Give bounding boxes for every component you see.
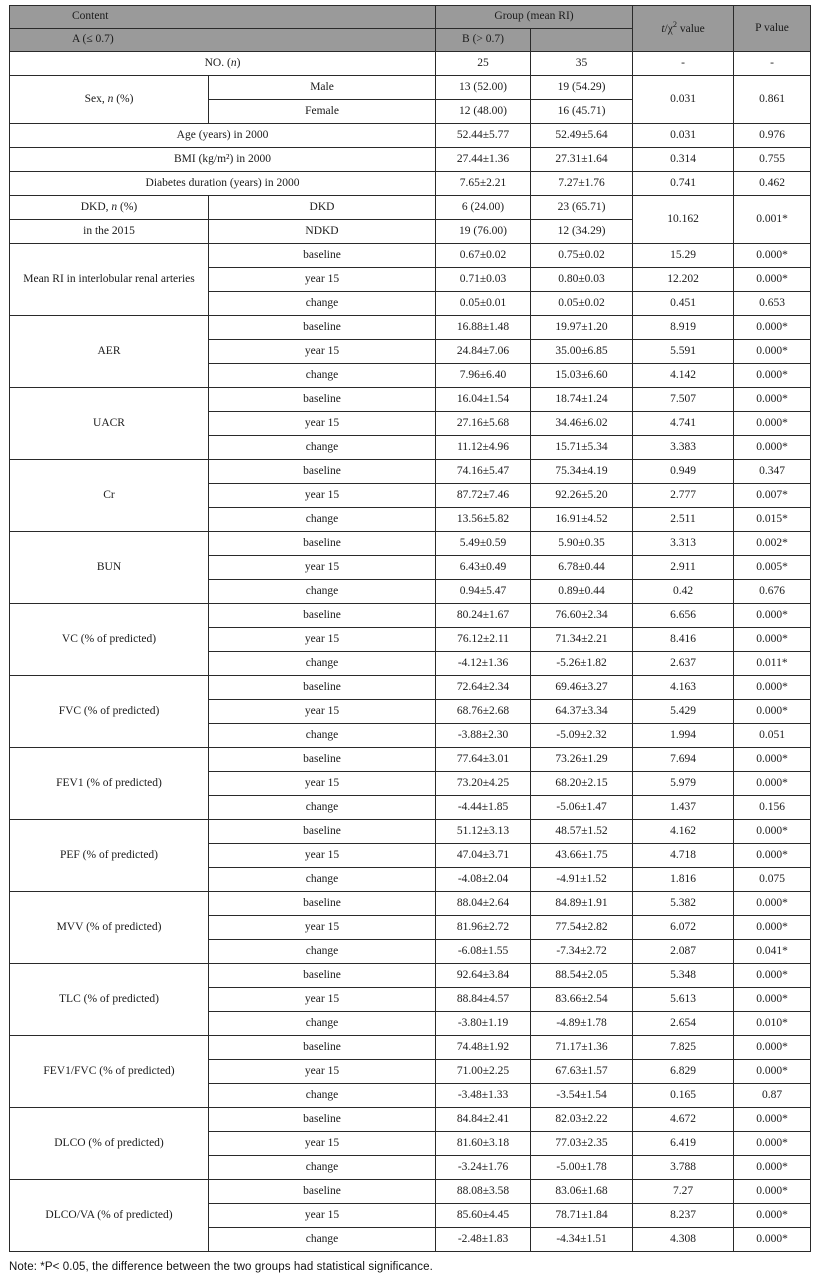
row-sublabel: baseline [209,604,436,628]
value-group-b: 0.89±0.44 [531,580,633,604]
value-t-chi: 10.162 [633,196,734,244]
value-p: 0.653 [734,292,811,316]
value-t-chi: 8.237 [633,1204,734,1228]
row-sublabel: baseline [209,1036,436,1060]
value-group-b: 68.20±2.15 [531,772,633,796]
value-group-a: 88.04±2.64 [436,892,531,916]
section-label: PEF (% of predicted) [10,820,209,892]
value-group-b: -5.06±1.47 [531,796,633,820]
row-sublabel: baseline [209,1108,436,1132]
value-t-chi: 5.979 [633,772,734,796]
section-label: MVV (% of predicted) [10,892,209,964]
table-row [10,388,811,412]
value-p: 0.000* [734,916,811,940]
value-group-b: 0.80±0.03 [531,268,633,292]
row-sublabel: baseline [209,244,436,268]
header-group-a: A (≤ 0.7) [10,29,436,52]
value-p: 0.000* [734,388,811,412]
value-group-b: 84.89±1.91 [531,892,633,916]
table-row [10,124,811,148]
section-label: FVC (% of predicted) [10,676,209,748]
value-group-a: 81.96±2.72 [436,916,531,940]
value-p: 0.347 [734,460,811,484]
value-group-a: -4.08±2.04 [436,868,531,892]
value-group-b: 92.26±5.20 [531,484,633,508]
value-group-a: 0.71±0.03 [436,268,531,292]
header-p-value: P value [734,6,811,52]
value-p: 0.000* [734,820,811,844]
row-sublabel: change [209,796,436,820]
table-row [10,604,811,628]
value-group-a: -3.88±2.30 [436,724,531,748]
value-group-a: 72.64±2.34 [436,676,531,700]
value-group-b: 77.03±2.35 [531,1132,633,1156]
value-group-b: 12 (34.29) [531,220,633,244]
row-sublabel: change [209,1156,436,1180]
row-label: in the 2015 [10,220,209,244]
value-t-chi: 7.694 [633,748,734,772]
value-p: 0.000* [734,1108,811,1132]
row-sublabel: year 15 [209,916,436,940]
value-group-a: 5.49±0.59 [436,532,531,556]
row-sublabel: Female [209,100,436,124]
value-group-b: 64.37±3.34 [531,700,633,724]
value-group-b: -7.34±2.72 [531,940,633,964]
value-p: 0.000* [734,604,811,628]
row-sublabel: change [209,652,436,676]
value-group-b: 83.66±2.54 [531,988,633,1012]
value-group-a: 6.43±0.49 [436,556,531,580]
value-p: 0.676 [734,580,811,604]
value-group-b: 18.74±1.24 [531,388,633,412]
value-t-chi: 2.777 [633,484,734,508]
value-group-b: -4.91±1.52 [531,868,633,892]
value-group-a: 74.16±5.47 [436,460,531,484]
value-group-a: 71.00±2.25 [436,1060,531,1084]
value-p: 0.000* [734,1060,811,1084]
value-group-b: 88.54±2.05 [531,964,633,988]
value-t-chi: 7.507 [633,388,734,412]
value-group-b: 75.34±4.19 [531,460,633,484]
row-label: Diabetes duration (years) in 2000 [10,172,436,196]
value-group-b: 34.46±6.02 [531,412,633,436]
value-t-chi: 0.451 [633,292,734,316]
value-t-chi: 2.654 [633,1012,734,1036]
row-sublabel: baseline [209,748,436,772]
value-t-chi: 0.42 [633,580,734,604]
value-t-chi: 2.637 [633,652,734,676]
header-row-1 [10,6,811,29]
value-p: 0.000* [734,988,811,1012]
value-t-chi: 5.429 [633,700,734,724]
value-group-b: 0.05±0.02 [531,292,633,316]
row-sublabel: change [209,1012,436,1036]
value-t-chi: 4.162 [633,820,734,844]
value-p: 0.462 [734,172,811,196]
value-group-a: 52.44±5.77 [436,124,531,148]
value-group-a: -2.48±1.83 [436,1228,531,1252]
value-p: 0.000* [734,412,811,436]
value-t-chi: 0.314 [633,148,734,172]
value-group-a: 24.84±7.06 [436,340,531,364]
row-sublabel: change [209,580,436,604]
value-group-a: -3.24±1.76 [436,1156,531,1180]
value-p: 0.000* [734,628,811,652]
row-sublabel: change [209,1084,436,1108]
value-p: - [734,52,811,76]
row-label: BMI (kg/m²) in 2000 [10,148,436,172]
value-t-chi: 6.829 [633,1060,734,1084]
value-group-b: 83.06±1.68 [531,1180,633,1204]
value-group-b: 76.60±2.34 [531,604,633,628]
value-t-chi: 2.911 [633,556,734,580]
value-group-a: 13 (52.00) [436,76,531,100]
value-group-b: 15.71±5.34 [531,436,633,460]
section-label: AER [10,316,209,388]
value-p: 0.007* [734,484,811,508]
value-p: 0.87 [734,1084,811,1108]
table-row [10,964,811,988]
value-group-b: 67.63±1.57 [531,1060,633,1084]
value-group-a: 12 (48.00) [436,100,531,124]
table-header [10,6,811,52]
row-sublabel: year 15 [209,268,436,292]
value-p: 0.000* [734,1228,811,1252]
value-p: 0.001* [734,196,811,244]
value-group-b: 35 [531,52,633,76]
row-label: Age (years) in 2000 [10,124,436,148]
value-group-b: 52.49±5.64 [531,124,633,148]
value-p: 0.000* [734,268,811,292]
value-t-chi: 4.741 [633,412,734,436]
row-sublabel: NDKD [209,220,436,244]
row-sublabel: baseline [209,892,436,916]
row-sublabel: change [209,436,436,460]
table-note: Note: *P< 0.05, the difference between the two groups had statistical significance. [9,1261,433,1273]
row-sublabel: baseline [209,820,436,844]
row-sublabel: baseline [209,316,436,340]
row-sublabel: baseline [209,532,436,556]
value-group-b: 35.00±6.85 [531,340,633,364]
value-t-chi: 4.672 [633,1108,734,1132]
value-t-chi: 0.165 [633,1084,734,1108]
header-group: Group (mean RI) [436,6,633,29]
value-group-a: 76.12±2.11 [436,628,531,652]
value-group-a: -4.44±1.85 [436,796,531,820]
value-p: 0.011* [734,652,811,676]
section-label: Cr [10,460,209,532]
value-group-b: 27.31±1.64 [531,148,633,172]
value-t-chi: 3.383 [633,436,734,460]
value-group-a: 13.56±5.82 [436,508,531,532]
value-p: 0.000* [734,700,811,724]
row-sublabel: change [209,940,436,964]
table-row [10,892,811,916]
table-row [10,148,811,172]
value-group-b: 71.17±1.36 [531,1036,633,1060]
value-group-a: 27.16±5.68 [436,412,531,436]
table-row [10,244,811,268]
value-t-chi: 8.416 [633,628,734,652]
value-t-chi: 4.142 [633,364,734,388]
table-row [10,1108,811,1132]
row-sublabel: year 15 [209,700,436,724]
value-group-a: 7.96±6.40 [436,364,531,388]
table-row [10,748,811,772]
value-t-chi: - [633,52,734,76]
value-p: 0.755 [734,148,811,172]
row-sublabel: year 15 [209,628,436,652]
row-sublabel: change [209,868,436,892]
table-row [10,196,811,220]
section-label: DLCO/VA (% of predicted) [10,1180,209,1252]
row-label: NO. (n) [10,52,436,76]
value-p: 0.015* [734,508,811,532]
value-t-chi: 0.949 [633,460,734,484]
row-sublabel: change [209,292,436,316]
value-t-chi: 1.994 [633,724,734,748]
value-group-b: 78.71±1.84 [531,1204,633,1228]
value-t-chi: 4.308 [633,1228,734,1252]
value-t-chi: 15.29 [633,244,734,268]
value-t-chi: 7.27 [633,1180,734,1204]
section-label: Mean RI in interlobular renal arteries [10,244,209,316]
row-sublabel: year 15 [209,556,436,580]
row-sublabel: Male [209,76,436,100]
row-sublabel: year 15 [209,772,436,796]
row-sublabel: year 15 [209,988,436,1012]
value-group-b: 73.26±1.29 [531,748,633,772]
value-group-b: 69.46±3.27 [531,676,633,700]
value-group-b: 19.97±1.20 [531,316,633,340]
value-t-chi: 2.511 [633,508,734,532]
value-group-b: 82.03±2.22 [531,1108,633,1132]
value-p: 0.000* [734,364,811,388]
value-p: 0.075 [734,868,811,892]
value-t-chi: 7.825 [633,1036,734,1060]
row-sublabel: year 15 [209,412,436,436]
row-sublabel: DKD [209,196,436,220]
value-group-a: 84.84±2.41 [436,1108,531,1132]
value-group-a: 92.64±3.84 [436,964,531,988]
row-label: DKD, n (%) [10,196,209,220]
value-group-a: 11.12±4.96 [436,436,531,460]
header-content: Content [10,6,436,29]
row-label: Sex, n (%) [10,76,209,124]
value-t-chi: 0.741 [633,172,734,196]
table-row [10,1180,811,1204]
value-p: 0.000* [734,772,811,796]
row-sublabel: baseline [209,1180,436,1204]
section-label: FEV1 (% of predicted) [10,748,209,820]
value-group-a: 47.04±3.71 [436,844,531,868]
row-sublabel: year 15 [209,1060,436,1084]
value-group-b: 48.57±1.52 [531,820,633,844]
value-group-a: 7.65±2.21 [436,172,531,196]
value-p: 0.005* [734,556,811,580]
table-row [10,52,811,76]
row-sublabel: year 15 [209,484,436,508]
header-t-chi-value: $t/\chi^2$ value [633,6,734,52]
table-row [10,172,811,196]
value-group-b: 19 (54.29) [531,76,633,100]
row-sublabel: change [209,364,436,388]
value-group-a: 0.67±0.02 [436,244,531,268]
value-t-chi: 12.202 [633,268,734,292]
value-group-b: 23 (65.71) [531,196,633,220]
value-group-a: 51.12±3.13 [436,820,531,844]
value-group-a: 6 (24.00) [436,196,531,220]
value-t-chi: 5.348 [633,964,734,988]
value-p: 0.002* [734,532,811,556]
section-label: VC (% of predicted) [10,604,209,676]
row-sublabel: year 15 [209,1132,436,1156]
table-row [10,820,811,844]
value-group-b: -3.54±1.54 [531,1084,633,1108]
value-group-b: 0.75±0.02 [531,244,633,268]
value-p: 0.861 [734,76,811,124]
value-group-a: 85.60±4.45 [436,1204,531,1228]
value-p: 0.000* [734,316,811,340]
section-label: UACR [10,388,209,460]
value-p: 0.000* [734,244,811,268]
value-group-a: 74.48±1.92 [436,1036,531,1060]
value-group-a: 80.24±1.67 [436,604,531,628]
value-p: 0.000* [734,1132,811,1156]
value-group-b: -5.00±1.78 [531,1156,633,1180]
value-group-a: -3.80±1.19 [436,1012,531,1036]
row-sublabel: baseline [209,676,436,700]
value-t-chi: 2.087 [633,940,734,964]
value-group-a: 0.94±5.47 [436,580,531,604]
value-group-b: 6.78±0.44 [531,556,633,580]
value-group-a: 88.08±3.58 [436,1180,531,1204]
value-group-b: 15.03±6.60 [531,364,633,388]
value-group-b: 43.66±1.75 [531,844,633,868]
value-t-chi: 3.313 [633,532,734,556]
row-sublabel: change [209,1228,436,1252]
value-group-b: 7.27±1.76 [531,172,633,196]
header-group-b: B (> 0.7) [436,29,531,52]
value-t-chi: 6.656 [633,604,734,628]
value-group-b: -5.26±1.82 [531,652,633,676]
value-group-a: 25 [436,52,531,76]
value-t-chi: 3.788 [633,1156,734,1180]
table-row [10,1036,811,1060]
value-group-b: -4.34±1.51 [531,1228,633,1252]
value-t-chi: 0.031 [633,124,734,148]
row-sublabel: year 15 [209,1204,436,1228]
row-sublabel: baseline [209,964,436,988]
value-p: 0.000* [734,1156,811,1180]
value-p: 0.000* [734,1036,811,1060]
value-group-a: 0.05±0.01 [436,292,531,316]
value-group-a: 27.44±1.36 [436,148,531,172]
value-group-a: -6.08±1.55 [436,940,531,964]
value-p: 0.000* [734,748,811,772]
value-p: 0.000* [734,844,811,868]
value-group-a: 16.88±1.48 [436,316,531,340]
value-group-b: 5.90±0.35 [531,532,633,556]
value-group-b: -4.89±1.78 [531,1012,633,1036]
value-t-chi: 5.591 [633,340,734,364]
value-p: 0.000* [734,436,811,460]
value-t-chi: 5.613 [633,988,734,1012]
clinical-comparison-table [9,5,811,1252]
row-sublabel: year 15 [209,844,436,868]
row-sublabel: change [209,508,436,532]
table-row [10,316,811,340]
value-group-b: 71.34±2.21 [531,628,633,652]
value-group-a: 68.76±2.68 [436,700,531,724]
section-label: DLCO (% of predicted) [10,1108,209,1180]
value-group-b: 16.91±4.52 [531,508,633,532]
value-p: 0.051 [734,724,811,748]
value-t-chi: 4.718 [633,844,734,868]
value-t-chi: 1.437 [633,796,734,820]
value-t-chi: 1.816 [633,868,734,892]
table-body [10,52,811,1252]
value-p: 0.000* [734,892,811,916]
value-group-b: 16 (45.71) [531,100,633,124]
value-p: 0.010* [734,1012,811,1036]
value-p: 0.041* [734,940,811,964]
value-group-a: 16.04±1.54 [436,388,531,412]
value-group-a: 87.72±7.46 [436,484,531,508]
table-row [10,532,811,556]
table-row [10,460,811,484]
header-group-blank [531,29,633,52]
row-sublabel: baseline [209,388,436,412]
section-label: BUN [10,532,209,604]
value-p: 0.000* [734,340,811,364]
section-label: TLC (% of predicted) [10,964,209,1036]
value-group-a: 81.60±3.18 [436,1132,531,1156]
value-t-chi: 4.163 [633,676,734,700]
value-group-a: 73.20±4.25 [436,772,531,796]
row-sublabel: baseline [209,460,436,484]
value-group-b: -5.09±2.32 [531,724,633,748]
value-t-chi: 6.072 [633,916,734,940]
value-p: 0.000* [734,676,811,700]
value-group-a: 19 (76.00) [436,220,531,244]
value-t-chi: 8.919 [633,316,734,340]
value-p: 0.000* [734,964,811,988]
value-group-a: 77.64±3.01 [436,748,531,772]
value-p: 0.000* [734,1204,811,1228]
value-t-chi: 5.382 [633,892,734,916]
value-p: 0.976 [734,124,811,148]
row-sublabel: year 15 [209,340,436,364]
table-row [10,676,811,700]
section-label: FEV1/FVC (% of predicted) [10,1036,209,1108]
value-t-chi: 6.419 [633,1132,734,1156]
row-sublabel: change [209,724,436,748]
value-p: 0.156 [734,796,811,820]
value-t-chi: 0.031 [633,76,734,124]
value-group-a: 88.84±4.57 [436,988,531,1012]
table-row [10,76,811,100]
value-group-a: -3.48±1.33 [436,1084,531,1108]
value-group-a: -4.12±1.36 [436,652,531,676]
value-group-b: 77.54±2.82 [531,916,633,940]
value-p: 0.000* [734,1180,811,1204]
